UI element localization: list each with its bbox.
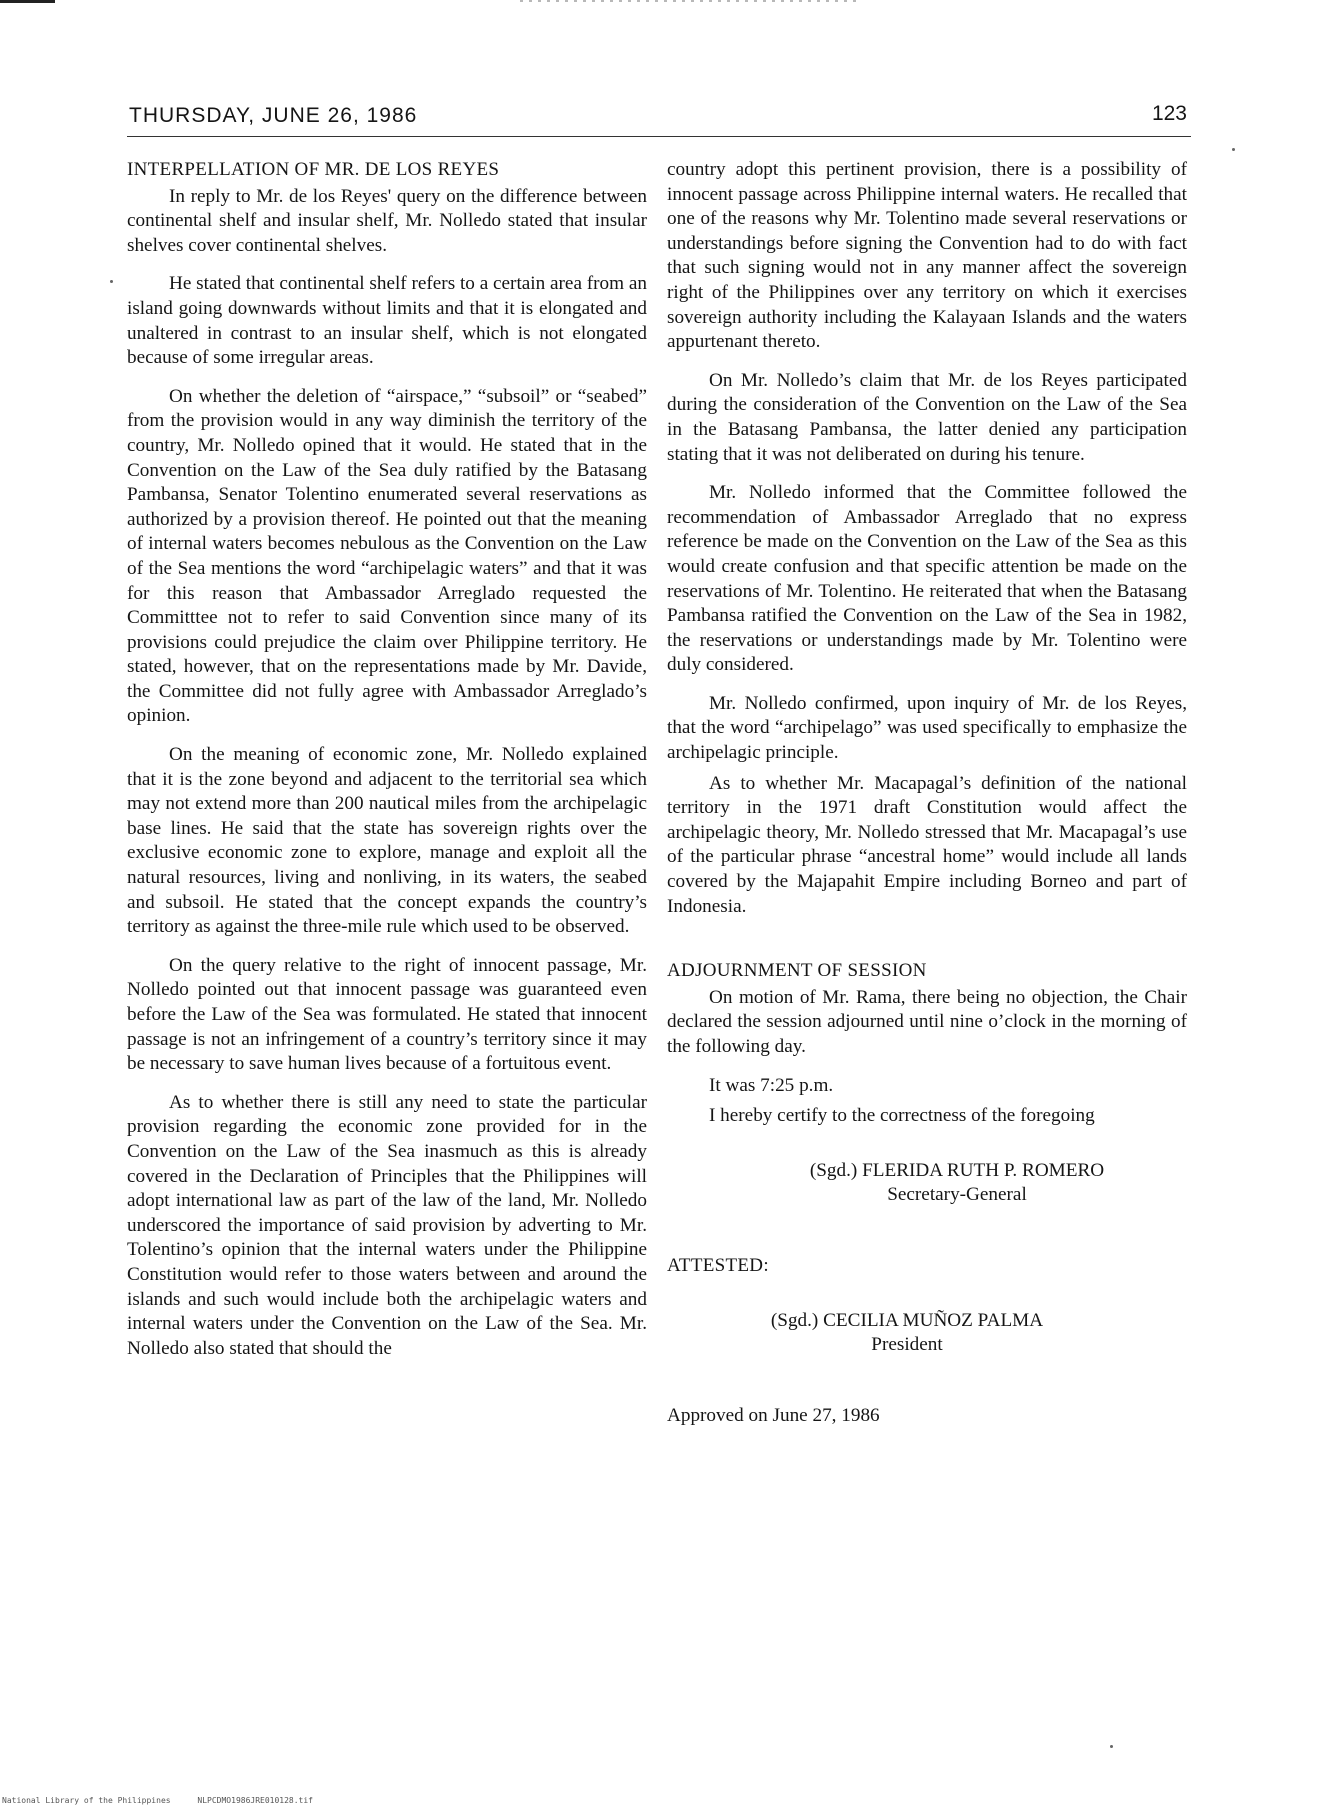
paragraph: On whether the deletion of “airspace,” “subsoil” or “seabed” from the provision would in any way diminish the territory of the country, Mr. Nolledo opined that it would. He stated that in the Convention on the Law of the Sea duly ratified by the Batasang Pambansa, Senator Tolentino enumerated several reservations as authorized by a provision thereof. He pointed out that the meaning of internal waters becomes nebulous as the Convention on the Law of the Sea mentions the word “archipelagic waters” and that it was for this reason that Ambassador Arreglado requested the Committtee not to refer to said Convention since many of its provisions could prejudice the claim over Philippine territory. He stated, however, that on the representations made by Mr. Davide, the Committee did not fully agree with Ambassador Arreglado’s opinion.	[127, 385, 647, 727]
paragraph: He stated that continental shelf refers to a certain area from an island going downwards without limits and that it is elongated and unaltered in contrast to an insular shelf, which is not elongated because of some irregular areas.	[127, 273, 647, 369]
signatory-name: (Sgd.) FLERIDA RUTH P. ROMERO	[809, 1159, 1105, 1181]
paragraph: On motion of Mr. Rama, there being no objection, the Chair declared the session adjourned until nine o’clock in the morning of the following day.	[667, 986, 1187, 1057]
scan-artifact	[110, 280, 113, 283]
paragraph: On the query relative to the right of innocent passage, Mr. Nolledo pointed out that innocent passage was guaranteed even before the Law of the Sea was formulated. He stated that innocent passage is not an infringement of a country’s territory since it may be necessary to save human lives because of a fortuitous event.	[127, 954, 647, 1075]
section-heading-adjournment: ADJOURNMENT OF SESSION	[667, 960, 927, 982]
footer-file: NLPCDMO1986JRE010128.tif	[197, 1796, 313, 1805]
paragraph: Mr. Nolledo informed that the Committee followed the recommendation of Ambassador Arreglado that no express reference be made on the Convention on the Law of the Sea as this would create confusion and that specific attention be made on the reservations of Mr. Tolentino. He reiterated that when the Batasang Pambansa ratified the Convention on the Law of the Sea in 1982, the reservations or understandings made by Mr. Tolentino were duly considered.	[667, 482, 1187, 676]
section-heading-interpellation: INTERPELLATION OF MR. DE LOS REYES	[127, 159, 500, 180]
scan-artifact	[1110, 1745, 1113, 1748]
paragraph: On Mr. Nolledo’s claim that Mr. de los Reyes participated during the consideration of the Convention on the Law of the Sea in the Batasang Pambansa, the latter denied any participation stating that it was not deliberated on during his tenure.	[667, 369, 1187, 465]
signature-block-president	[627, 1309, 1187, 1358]
left-column	[127, 158, 647, 1375]
paragraph-continuation: country adopt this pertinent provision, there is a possibility of innocent passage across Philippine internal waters. He recalled that one of the reasons why Mr. Tolentino made several reservations or understandings before signing the Convention had to do with fact that such signing would not in any manner affect the sovereign right of the Philippines over any territory on which it exercises sovereign authority including the Kalayaan Islands and the waters appurtenant thereto.	[667, 159, 1187, 353]
paragraph: Mr. Nolledo confirmed, upon inquiry of Mr. de los Reyes, that the word “archipelago” was used specifically to emphasize the archipelagic principle.	[667, 692, 1187, 764]
paragraph: In reply to Mr. de los Reyes' query on the difference between continental shelf and insular shelf, Mr. Nolledo stated that insular shelves cover continental shelves.	[127, 185, 647, 256]
approval-date: Approved on June 27, 1986	[667, 1404, 880, 1426]
scan-footer	[2, 1796, 335, 1805]
top-edge-rule	[0, 0, 55, 3]
right-column	[667, 158, 1187, 1428]
page-header	[127, 104, 1191, 137]
attested-label: ATTESTED:	[667, 1254, 769, 1276]
paragraph: On the meaning of economic zone, Mr. Nolledo explained that it is the zone beyond and adjacent to the territorial sea which may not extend more than 200 nautical miles from the archipelagic base lines. He said that the state has sovereign rights over the exclusive economic zone to explore, manage and exploit all the natural resources, living and nonliving, in its waters, the seabed and subsoil. He stated that the concept expands the country’s territory as against the three-mile rule which used to be observed.	[127, 744, 647, 938]
paragraph: I hereby certify to the correctness of the foregoing	[709, 1105, 1095, 1127]
scan-artifact	[1232, 148, 1235, 151]
signatory-title: Secretary-General	[887, 1184, 1027, 1206]
signatory-name: (Sgd.) CECILIA MUÑOZ PALMA	[770, 1309, 1044, 1331]
paragraph: As to whether Mr. Macapagal’s definition of the national territory in the 1971 draft Constitution would affect the archipelagic theory, Mr. Nolledo stressed that Mr. Macapagal’s use of the particular phrase “ancestral home” would include all lands covered by the Majapahit Empire including Borneo and part of Indonesia.	[667, 772, 1187, 917]
header-date: THURSDAY, JUNE 26, 1986	[129, 104, 418, 127]
scan-artifact	[520, 0, 860, 2]
signatory-title: President	[871, 1334, 943, 1356]
page-number: 123	[1151, 102, 1187, 125]
footer-library: National Library of the Philippines	[2, 1796, 171, 1805]
paragraph: It was 7:25 p.m.	[709, 1074, 834, 1096]
paragraph: As to whether there is still any need to state the particular provision regarding the economic zone provided for in the Convention on the Law of the Sea inasmuch as this is already covered in the Declaration of Principles that the Philippines will adopt international law as part of the law of the land, Mr. Nolledo underscored the importance of said provision by adverting to Mr. Tolentino’s opinion that the internal waters under the Philippine Constitution would refer to those waters between and around the islands and such would include both the archipelagic waters and internal waters under the Convention on the Law of the Sea. Mr. Nolledo also stated that should the	[127, 1091, 647, 1359]
signature-block-secretary	[667, 1159, 1187, 1208]
